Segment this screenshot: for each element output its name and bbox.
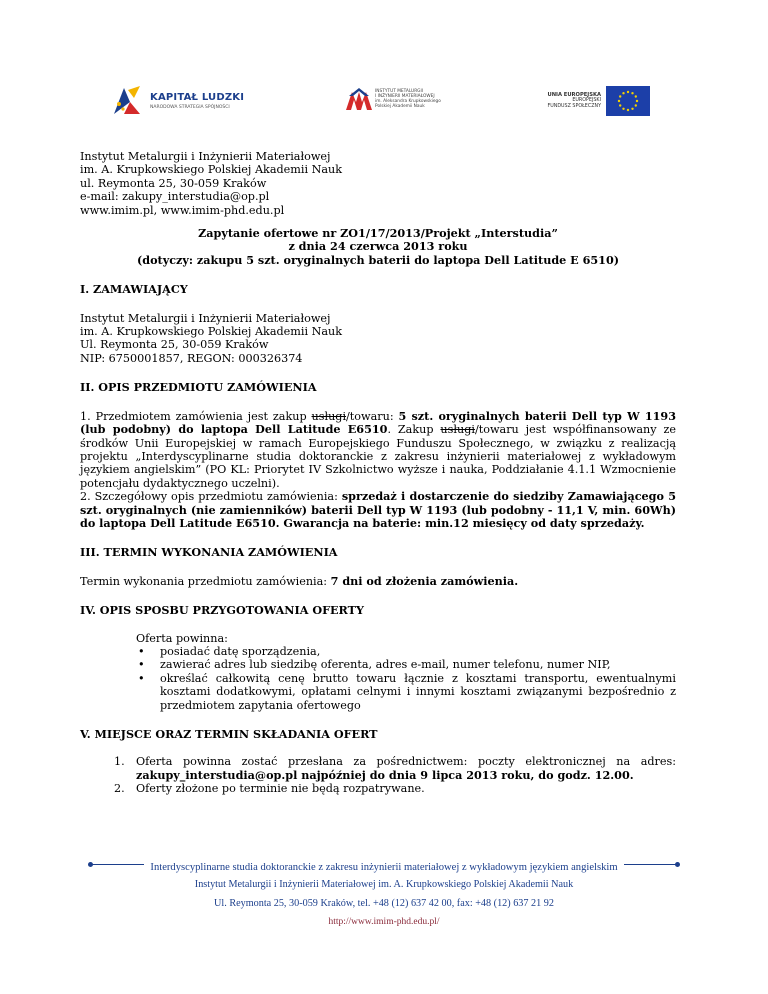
- list-item: • określać całkowitą cenę brutto towaru łącznie z kosztami transportu, ewentualnymi kosztami dodatkowymi, opłatami celnymi i innymi kosztami związanymi bezpośrednio z przedmiotem zapytania ofertowego: [136, 672, 676, 712]
- header-address: [80, 150, 676, 217]
- footer-institute: Instytut Metalurgii i Inżynierii Materiałowej im. A. Krupkowskiego Polskiej Akademii Nauk: [194, 879, 574, 890]
- section-3-heading: III. TERMIN WYKONANIA ZAMÓWIENIA: [80, 545, 338, 560]
- eu-line-2: EUROPEJSKI: [572, 98, 601, 103]
- section-2-paragraph-2: 2. Szczegółowy opis przedmiotu zamówienia: sprzedaż i dostarczenie do siedziby Zamawiającego 5 szt. oryginalnych (nie zamienników) baterii Dell typ W 1193 (lub podobny - 11,1 V, min. 60Wh) do laptopa Dell Latitude E6510. Gwarancja na baterie: min.12 miesięcy od daty sprzedaży.: [80, 489, 676, 530]
- section-4-heading: IV. OPIS SPOSBU PRZYGOTOWANIA OFERTY: [80, 603, 364, 618]
- imim-logo-line-3: im. Aleksandra Krupkowskiego: [375, 99, 441, 104]
- list-item: • posiadać datę sporządzenia,: [136, 645, 676, 658]
- kapital-ludzki-logo: [110, 84, 244, 118]
- address-line: e-mail: zakupy_interstudia@op.pl: [80, 190, 270, 204]
- section-1-line: Ul. Reymonta 25, 30-059 Kraków: [80, 338, 269, 352]
- section-1-line: NIP: 6750001857, REGON: 000326374: [80, 351, 303, 365]
- list-item: 2. Oferty złożone po terminie nie będą rozpatrywane.: [114, 782, 425, 796]
- section-1-body: [80, 312, 676, 366]
- logo-header: [110, 84, 650, 122]
- address-line: ul. Reymonta 25, 30-059 Kraków: [80, 176, 267, 190]
- eu-flag-icon: [606, 86, 650, 116]
- title-line-2: z dnia 24 czerwca 2013 roku: [288, 239, 468, 254]
- list-item: • zawierać adres lub siedzibę oferenta, adres e-mail, numer telefonu, numer NIP,: [136, 658, 676, 671]
- imim-emblem-icon: [346, 88, 372, 110]
- section-1-heading: I. ZAMAWIAJĄCY: [80, 282, 188, 297]
- kapital-ludzki-emblem-icon: [110, 84, 144, 118]
- section-1-line: Instytut Metalurgii i Inżynierii Materiałowej: [80, 311, 331, 325]
- section-4-body: [136, 632, 676, 712]
- imim-logo-line-1: INSTYTUT METALURGII: [375, 89, 424, 94]
- section-5-list: [114, 755, 676, 795]
- document-footer: [88, 857, 680, 927]
- title-line-1: Zapytanie ofertowe nr ZO1/17/2013/Projekt „Interstudia”: [198, 226, 558, 241]
- title-line-3: (dotyczy: zakupu 5 szt. oryginalnych baterii do laptopa Dell Latitude E 6510): [136, 252, 620, 267]
- footer-contact: Ul. Reymonta 25, 30-059 Kraków, tel. +48 (12) 637 42 00, fax: +48 (12) 637 21 92: [214, 898, 554, 909]
- section-1-line: im. A. Krupkowskiego Polskiej Akademii Nauk: [80, 325, 343, 339]
- eu-line-3: FUNDUSZ SPOŁECZNY: [547, 104, 601, 109]
- footer-project-name: Interdyscyplinarne studia doktoranckie z zakresu inżynierii materiałowej z wykładowym językiem angielskim: [144, 862, 623, 873]
- document-body: [80, 150, 676, 796]
- offer-requirements-list: [136, 645, 676, 712]
- imim-logo: [346, 88, 441, 110]
- section-2-paragraph-1: 1. Przedmiotem zamówienia jest zakup usługi/towaru: 5 szt. oryginalnych baterii Dell typ W 1193 (lub podobny) do laptopa Dell Latitude E6510. Zakup usługi/towaru jest współfinansowany ze środków Unii Europejskiej w ramach Europejskiego Funduszu Społecznego, w związku z realizacją projektu „Interdyscyplinarne studia doktoranckie z zakresu inżynierii materiałowej z wykładowym językiem angielskim” (PO KL: Priorytet IV Szkolnictwo wyższe i nauka, Poddziałanie 4.1.1 Wzmocnienie potencjału dydaktycznego uczelni).: [80, 408, 677, 490]
- footer-bullet-icon: [675, 862, 680, 867]
- footer-bullet-icon: [88, 862, 93, 867]
- imim-logo-line-2: I INŻYNIERII MATERIAŁOWEJ: [375, 94, 435, 99]
- section-5-heading: V. MIEJSCE ORAZ TERMIN SKŁADANIA OFERT: [80, 727, 378, 741]
- section-2-body: [80, 410, 676, 531]
- list-item: 1. Oferta powinna zostać przesłana za pośrednictwem: poczty elektronicznej na adres: zakupy_interstudia@op.pl najpóźniej do dnia 9 lipca 2013 roku, do godz. 12.00.: [114, 755, 676, 782]
- document-title: [80, 227, 676, 267]
- section-2-heading: II. OPIS PRZEDMIOTU ZAMÓWIENIA: [80, 380, 317, 395]
- eu-title: UNIA EUROPEJSKA: [547, 92, 601, 98]
- eu-logo: [547, 86, 650, 116]
- address-line: im. A. Krupkowskiego Polskiej Akademii Nauk: [80, 163, 343, 177]
- kapital-ludzki-title: KAPITAŁ LUDZKI: [150, 92, 245, 103]
- footer-website-link[interactable]: http://www.imim-phd.edu.pl/: [328, 917, 440, 927]
- kapital-ludzki-subtitle: NARODOWA STRATEGIA SPÓJNOŚCI: [150, 105, 230, 110]
- address-line: Instytut Metalurgii i Inżynierii Materiałowej: [80, 150, 331, 163]
- address-line: www.imim.pl, www.imim-phd.edu.pl: [80, 203, 285, 217]
- imim-logo-line-4: Polskiej Akademii Nauk: [375, 104, 425, 109]
- section-3-body: Termin wykonania przedmiotu zamówienia: 7 dni od złożenia zamówienia.: [80, 573, 519, 588]
- offer-intro: Oferta powinna:: [136, 631, 228, 645]
